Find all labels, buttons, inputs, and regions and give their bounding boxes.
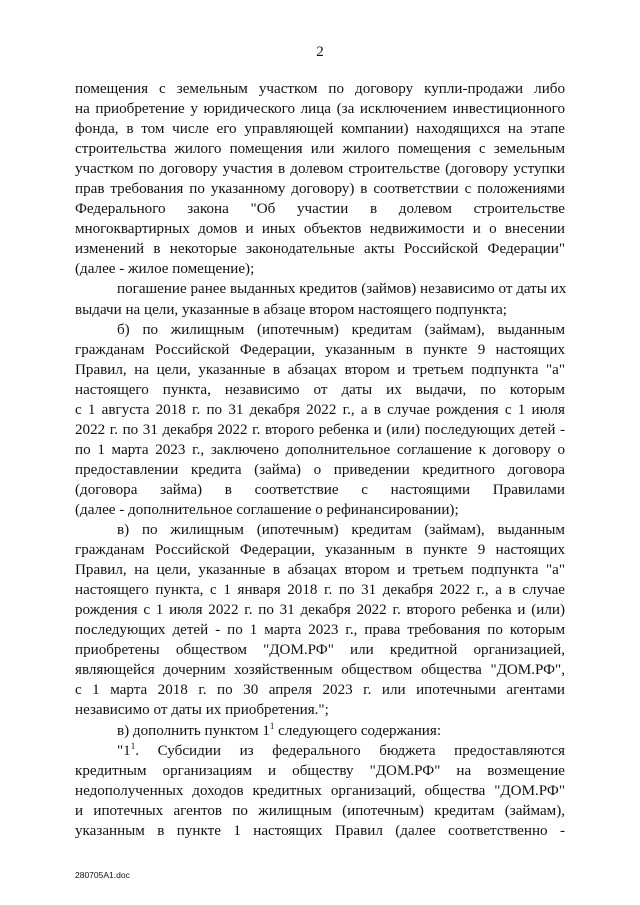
text-line: по 1 марта 2023 г., заключено дополнительное соглашение к договору о	[75, 441, 565, 458]
paragraph-block-tail	[75, 761, 565, 841]
file-name-footer: 280705A1.doc	[75, 870, 130, 880]
text-line: (договора займа) в соответствие с настоящими Правилами	[75, 481, 565, 498]
text-line: многоквартирных домов и иных объектов недвижимости и о внесении	[75, 221, 565, 238]
document-body	[75, 79, 565, 841]
text-line: настоящего пункта, независимо от даты их выдачи, по которым	[75, 381, 565, 398]
amendment-intro-line: в) дополнить пунктом $1^1$ следующего содержания:	[117, 720, 442, 739]
text-line: последующих детей - по 1 марта 2023 г., права требования по которым	[75, 622, 565, 639]
text-line: указанным в пункте 1 настоящих Правил (далее соответственно -	[75, 822, 565, 839]
text-line: в) по жилищным (ипотечным) кредитам (займам), выданным	[117, 522, 565, 539]
text-line: гражданам Российской Федерации, указанным в пункте 9 настоящих	[75, 341, 565, 358]
quoted-clause-line: "$1^1$. Субсидии из федерального бюджета предоставляются	[117, 740, 565, 759]
text-line: Правил, на цели, указанные в абзацах втором и третьем подпункта "а"	[75, 361, 565, 378]
text-line: и ипотечных агентов по жилищным (ипотечным) кредитам (займам),	[75, 802, 565, 819]
text-line: предоставлении кредита (займа) о приведении кредитного договора	[75, 461, 565, 478]
text-line: Правил, на цели, указанные в абзацах втором и третьем подпункта "а"	[75, 562, 565, 579]
text-line: погашение ранее выданных кредитов (займов) независимо от даты их	[117, 281, 567, 298]
text-line: рождения с 1 июля 2022 г. по 31 декабря 2022 г. второго ребенка и (или)	[75, 602, 565, 619]
text-line: 2022 г. по 31 декабря 2022 г. второго ребенка и (или) последующих детей -	[75, 421, 565, 438]
text-line: (далее - дополнительное соглашение о рефинансировании);	[75, 501, 459, 518]
text-line: участком по договору участия в долевом строительстве (договору уступки	[75, 161, 565, 178]
text-line: (далее - жилое помещение);	[75, 261, 255, 278]
paragraph-block	[75, 79, 565, 721]
text-line: независимо от даты их приобретения.";	[75, 702, 329, 719]
text-line: являющейся дочерним хозяйственным обществом общества "ДОМ.РФ",	[75, 662, 565, 679]
text-line: изменений в некоторые законодательные акты Российской Федерации"	[75, 241, 565, 258]
text-line: на приобретение у юридического лица (за исключением инвестиционного	[75, 101, 565, 118]
text-line: прав требования по указанному договору) в соответствии с положениями	[75, 181, 565, 198]
text-line: фонда, в том числе его управляющей компании) находящихся на этапе	[75, 121, 565, 138]
text-line: гражданам Российской Федерации, указанным в пункте 9 настоящих	[75, 542, 565, 559]
text-line: настоящего пункта, с 1 января 2018 г. по 31 декабря 2022 г., а в случае	[75, 582, 565, 599]
text-line: Федерального закона "Об участии в долевом строительстве	[75, 201, 565, 218]
page-number: 2	[316, 44, 324, 60]
text-line: б) по жилищным (ипотечным) кредитам (займам), выданным	[117, 321, 565, 338]
text-line: с 1 августа 2018 г. по 31 декабря 2022 г., а в случае рождения с 1 июля	[75, 401, 565, 418]
text-line: недополученных доходов кредитных организаций, общества "ДОМ.РФ"	[75, 782, 565, 799]
text-line: с 1 марта 2018 г. по 30 апреля 2023 г. или ипотечными агентами	[75, 682, 565, 699]
text-line: выдачи на цели, указанные в абзаце втором настоящего подпункта;	[75, 301, 507, 318]
text-line: кредитным организациям и обществу "ДОМ.РФ" на возмещение	[75, 762, 565, 779]
text-line: приобретены обществом "ДОМ.РФ" или кредитной организацией,	[75, 642, 565, 659]
text-line: помещения с земельным участком по договору купли-продажи либо	[75, 81, 565, 97]
text-line: строительства жилого помещения или жилого помещения с земельным	[75, 141, 565, 158]
